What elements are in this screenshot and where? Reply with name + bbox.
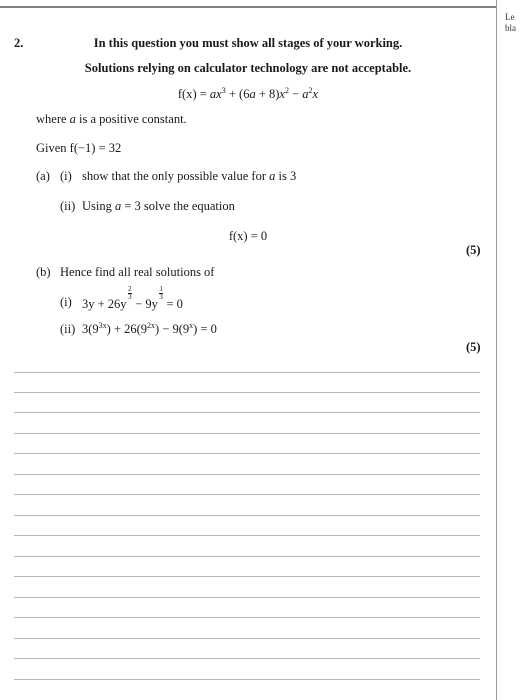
question-number: 2. <box>14 36 24 50</box>
answer-line[interactable] <box>14 474 480 475</box>
func-a: a <box>209 87 217 101</box>
part-a-ii-text <box>82 199 235 214</box>
func-lhs: f(x) = <box>177 87 210 101</box>
part-a-i-label: (i) <box>60 169 72 183</box>
part-a-ii-label: (ii) <box>60 199 76 213</box>
b-i-exponent2 <box>159 286 164 301</box>
equation-f-zero: f(x) = 0 <box>228 229 268 243</box>
b-ii-exp2: 2x <box>147 320 156 330</box>
part-a-i-text <box>82 169 296 184</box>
margin-label-1: Le <box>505 12 515 22</box>
answer-line[interactable] <box>14 412 480 413</box>
where-a: a <box>69 112 76 126</box>
b-i-exp2-num: 1 <box>159 285 163 293</box>
answer-line[interactable] <box>14 392 480 393</box>
part-a-i-a: a <box>269 169 276 183</box>
answer-line[interactable] <box>14 617 480 618</box>
b-i-exponent1 <box>128 286 133 301</box>
func-minus: − <box>288 87 303 101</box>
part-b-ii-label: (ii) <box>60 322 76 336</box>
b-i-exp1-den: 3 <box>128 293 132 301</box>
part-b-i-label: (i) <box>60 295 72 309</box>
b-ii-term4: ) = 0 <box>193 322 217 336</box>
answer-line[interactable] <box>14 515 480 516</box>
part-a-ii-pre: Using <box>82 199 115 213</box>
answer-line[interactable] <box>14 535 480 536</box>
margin-label-2: bla <box>505 23 516 33</box>
func-a2: a <box>249 87 256 101</box>
func-x2: x <box>279 87 285 101</box>
part-b-label: (b) <box>36 265 51 279</box>
part-a-label: (a) <box>36 169 50 183</box>
given-line: Given f(−1) = 32 <box>36 141 122 155</box>
part-a-ii-post: = 3 solve the equation <box>121 199 235 213</box>
answer-line[interactable] <box>14 638 480 639</box>
func-a3: a <box>302 87 309 101</box>
b-ii-term1: 3(9 <box>82 322 99 336</box>
part-b-text: Hence find all real solutions of <box>60 265 215 279</box>
answer-line[interactable] <box>14 372 480 373</box>
top-rule <box>0 6 496 8</box>
b-i-exp1-num: 2 <box>128 285 132 293</box>
instruction-2: Solutions relying on calculator technology are not acceptable. <box>84 61 412 75</box>
marks-a: (5) <box>466 243 481 257</box>
where-post: is a positive constant. <box>75 112 187 126</box>
where-line <box>36 112 187 127</box>
answer-line[interactable] <box>14 679 480 680</box>
func-aexp: 2 <box>308 85 313 95</box>
function-definition <box>0 87 496 102</box>
answer-line[interactable] <box>14 453 480 454</box>
b-i-exp2-den: 3 <box>159 293 163 301</box>
answer-line[interactable] <box>14 597 480 598</box>
func-x3: x <box>216 87 222 101</box>
part-a-i-pre: show that the only possible value for <box>82 169 270 183</box>
func-plus: + (6 <box>225 87 250 101</box>
answer-line[interactable] <box>14 576 480 577</box>
answer-line[interactable] <box>14 494 480 495</box>
marks-b: (5) <box>466 340 481 354</box>
b-ii-exp1: 3x <box>98 320 107 330</box>
b-i-term3: = 0 <box>163 297 183 311</box>
func-exp3: 3 <box>221 85 226 95</box>
func-plus8: + 8) <box>255 87 280 101</box>
b-i-term1: 3y + 26y <box>82 297 127 311</box>
b-ii-term2: ) + 26(9 <box>106 322 148 336</box>
where-pre: where <box>36 112 70 126</box>
answer-line[interactable] <box>14 556 480 557</box>
func-xend: x <box>312 87 319 101</box>
part-a-i-post: is 3 <box>275 169 297 183</box>
b-i-term2: − 9y <box>132 297 158 311</box>
margin-rule <box>496 0 497 700</box>
part-b-i-equation <box>82 285 183 312</box>
answer-line[interactable] <box>14 433 480 434</box>
part-b-ii-equation <box>82 322 217 337</box>
part-a-ii-a: a <box>115 199 122 213</box>
b-ii-exp3: x <box>189 320 194 330</box>
instruction-1: In this question you must show all stages of your working. <box>93 36 403 50</box>
b-ii-term3: ) − 9(9 <box>155 322 190 336</box>
answer-line[interactable] <box>14 658 480 659</box>
func-exp2: 2 <box>284 85 289 95</box>
